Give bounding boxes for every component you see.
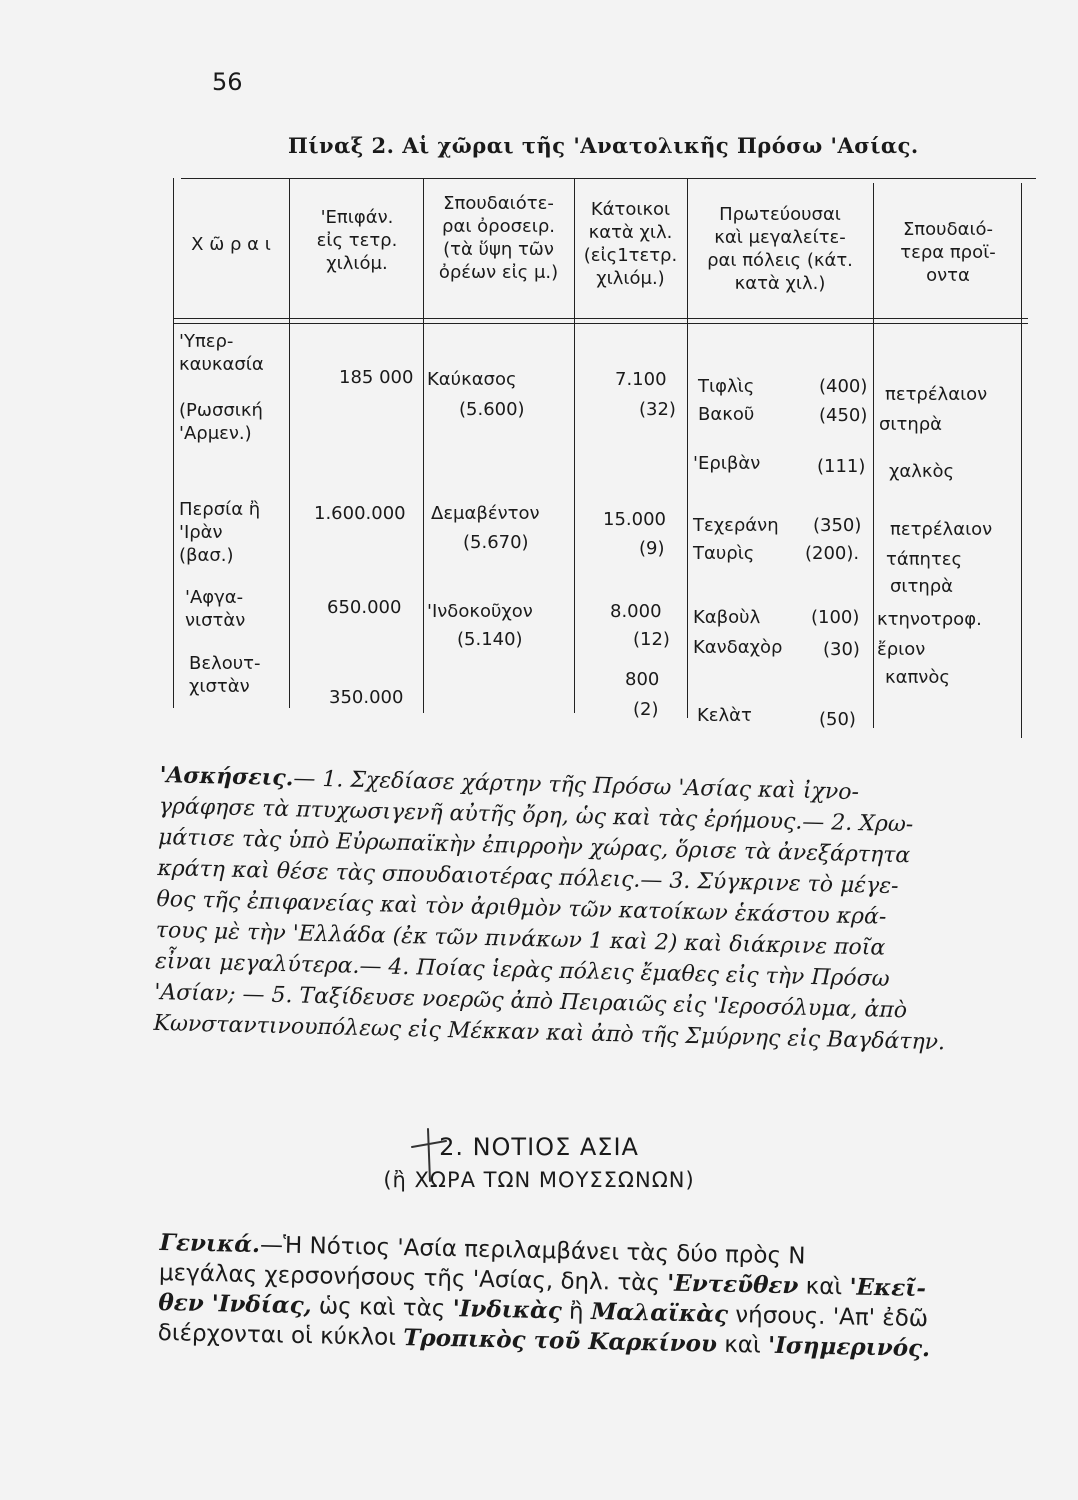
table-title: Πίναξ 2. Αἱ χῶραι τῆς 'Ανατολικῆς Πρόσω 'Ασίας. [288, 133, 919, 158]
row3-area: 650.000 [327, 597, 402, 618]
section-heading: 2. ΝΟΤΙΟΣ ΑΣΙΑ [439, 1133, 639, 1161]
general-text: ἢ [561, 1298, 592, 1326]
section-subheading: (ἢ ΧΩΡΑ ΤΩΝ ΜΟΥΣΣΩΝΩΝ) [383, 1168, 695, 1192]
row2-product-3: σιτηρὰ [890, 576, 954, 597]
row3-mountain: 'Ινδοκοῦχον [427, 601, 533, 622]
table-header-rule [173, 318, 1028, 319]
row2-city-1: Τεχεράνη [693, 515, 779, 536]
exercises-line: τους μὲ τὴν 'Ελλάδα (ἐκ τῶν πινάκων 1 καὶ 2) καὶ διάκρινε ποῖα [155, 917, 886, 961]
row1-mountain-height: (5.600) [459, 399, 525, 420]
row2-product-1: πετρέλαιον [890, 519, 993, 540]
header-area: 'Επιφάν. εἰς τετρ. χιλιόμ. [316, 207, 398, 274]
data-table [173, 178, 1028, 738]
general-term: θεν 'Ινδίας, [158, 1288, 312, 1320]
row2-population: 15.000 [603, 509, 666, 530]
table-top-rule [181, 178, 1036, 179]
exercises-line-text: — 1. Σχεδίασε χάρτην τῆς Πρόσω 'Ασίας καὶ ἰχνο- [293, 766, 860, 806]
exercises-line: μάτισε τὰς ὑπὸ Εὐρωπαϊκὴν ἐπιρροὴν χώρας, ὅρισε τὰ ἀνεξάρτητα [157, 824, 911, 869]
general-text: νήσους. 'Απ' ἐδῶ [727, 1301, 929, 1333]
row1-density: (32) [639, 399, 676, 420]
row3-country: 'Αφγα- νιστὰν [185, 587, 246, 631]
general-term: 'Ινδικὰς [452, 1295, 563, 1325]
row4-country: Βελουτ- χιστὰν [189, 653, 261, 697]
row1-product-3: χαλκὸς [889, 461, 955, 482]
row3-density: (12) [633, 629, 670, 650]
row1-mountain: Καύκασος [427, 369, 517, 390]
row1-product-1: πετρέλαιον [885, 384, 988, 405]
row1-area: 185 000 [339, 367, 414, 388]
row3-product-2: ἔριον [877, 639, 926, 660]
row4-product-1: καπνὸς [885, 667, 950, 688]
general-term: 'Ισημερινός. [767, 1331, 931, 1363]
exercises-line: 'Ασίαν; — 5. Ταξίδευσε νοερῶς ἀπὸ Πειραιῶς εἰς 'Ιεροσόλυμα, ἀπὸ [154, 979, 908, 1024]
exercises-line: θος τῆς ἐπιφανείας καὶ τὸν ἀριθμὸν τῶν κατοίκων ἑκάστου κρά- [156, 886, 887, 930]
general-text: διέρχονται οἱ κύκλοι [157, 1319, 404, 1352]
row3-population: 8.000 [610, 601, 662, 622]
row2-mountain: Δεμαβέντον [431, 503, 540, 524]
page-number: 56 [212, 68, 243, 96]
column-rule [173, 178, 174, 708]
exercises-line: γράφησε τὰ πτυχωσιγενῆ αὐτῆς ὄρη, ὡς καὶ τὰς ἐρήμους.— 2. Χρω- [158, 793, 914, 838]
exercises-paragraph [153, 760, 1020, 1060]
header-population: Κάτοικοι κατὰ χιλ. (εἰς1τετρ. χιλιόμ.) [583, 199, 678, 289]
exercises-line: εἶναι μεγαλύτερα.— 4. Ποίας ἱερὰς πόλεις ἔμαθες εἰς τὴν Πρόσω [154, 948, 890, 992]
header-cities: Πρωτεύουσαι καὶ μεγαλείτε- ραι πόλεις (κάτ. κατὰ χιλ.) [707, 204, 853, 294]
general-text: —Ἡ Νότιος 'Ασία περιλαμβάνει τὰς δύο πρὸς Ν [259, 1232, 806, 1270]
row4-population: 800 [625, 669, 660, 690]
general-text: μεγάλας χερσονήσους τῆς 'Ασίας, δηλ. τὰς [158, 1259, 668, 1297]
row1-product-2: σιτηρὰ [879, 414, 943, 435]
header-products: Σπουδαιό- τερα προϊ- οντα [900, 219, 996, 286]
row1-city-2-pop: (450) [819, 405, 868, 426]
general-lead: Γενικά. [159, 1228, 261, 1259]
row2-city-2: Ταυρὶς [693, 543, 755, 564]
general-text: καὶ [716, 1331, 769, 1359]
row3-city-1: Καβοὺλ [693, 607, 761, 628]
general-term: Μαλαϊκὰς [590, 1298, 729, 1328]
general-term: Τροπικὸς τοῦ Καρκίνου [403, 1324, 718, 1358]
general-paragraph [157, 1228, 1019, 1366]
row4-city-1: Κελὰτ [697, 705, 752, 726]
row1-country: 'Υπερ- καυκασία (Ρωσσική 'Αρμεν.) [179, 331, 264, 444]
row2-product-2: τάπητες [886, 549, 963, 570]
table-header-rule-2 [173, 323, 1028, 324]
header-countries: Χ ῶ ρ α ι [191, 234, 271, 255]
row2-city-2-pop: (200). [805, 543, 860, 564]
row2-country: Περσία ἢ 'Ιρὰν (βασ.) [179, 499, 261, 566]
row1-city-2: Βακοῦ [698, 404, 755, 425]
row2-mountain-height: (5.670) [463, 532, 529, 553]
row3-mountain-height: (5.140) [457, 629, 523, 650]
exercises-lead: 'Ασκήσεις. [159, 761, 294, 792]
row1-city-3: 'Εριβὰν [693, 453, 761, 474]
general-text: ὡς καὶ τὰς [311, 1293, 453, 1323]
row2-area: 1.600.000 [314, 503, 406, 524]
row1-city-3-pop: (111) [817, 456, 866, 477]
row3-product-1: κτηνοτροφ. [877, 609, 982, 630]
row2-city-1-pop: (350) [813, 515, 862, 536]
row4-city-1-pop: (50) [819, 709, 856, 730]
row1-city-1: Τιφλὶς [698, 376, 755, 397]
general-term: 'Εντεῦθεν [666, 1269, 799, 1300]
row3-city-1-pop: (100) [811, 607, 860, 628]
exercises-line: κράτη καὶ θέσε τὰς σπουδαιοτέρας πόλεις.— 3. Σύγκρινε τὸ μέγε- [157, 855, 899, 900]
row3-city-2: Κανδαχὸρ [693, 637, 783, 658]
general-text: καὶ [798, 1273, 850, 1301]
general-term: 'Εκεῖ- [849, 1273, 927, 1303]
column-rule [289, 178, 290, 708]
row3-city-2-pop: (30) [823, 639, 860, 660]
row1-city-1-pop: (400) [819, 376, 868, 397]
row4-area: 350.000 [329, 687, 404, 708]
row1-population: 7.100 [615, 369, 667, 390]
row4-density: (2) [633, 699, 659, 720]
row2-density: (9) [639, 538, 665, 559]
header-mountains: Σπουδαιότε- ραι ὀροσειρ. (τὰ ὕψη τῶν ὀρέων εἰς μ.) [438, 193, 559, 283]
exercises-line: Κωνσταντινουπόλεως εἰς Μέκκαν καὶ ἀπὸ τῆς Σμύρνης εἰς Βαγδάτην. [153, 1010, 946, 1056]
